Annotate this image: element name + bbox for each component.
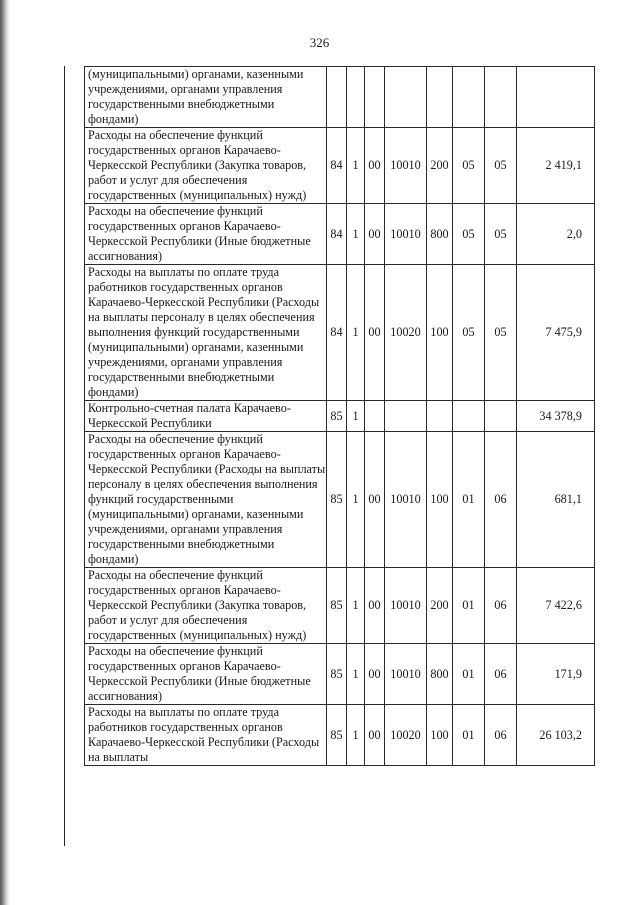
row-description: Расходы на обеспечение функций государственных органов Карачаево-Черкесской Республики (Иные бюджетные ассигнования) — [85, 644, 327, 705]
row-code-2: 00 — [365, 204, 385, 265]
row-code-1: 1 — [347, 204, 365, 265]
row-code-2: 00 — [365, 705, 385, 766]
row-amount: 34 378,9 — [517, 401, 595, 432]
row-code-item — [385, 401, 427, 432]
row-description: Контрольно-счетная палата Карачаево-Черкесской Республики — [85, 401, 327, 432]
row-amount — [517, 67, 595, 128]
row-code-type: 100 — [427, 432, 453, 568]
row-code-type — [427, 67, 453, 128]
row-code-admin: 85 — [327, 705, 347, 766]
row-subsection — [485, 401, 517, 432]
row-code-type — [427, 401, 453, 432]
row-code-type: 100 — [427, 705, 453, 766]
row-section: 05 — [453, 128, 485, 204]
table-row — [85, 705, 595, 766]
row-code-2: 00 — [365, 432, 385, 568]
table-row — [85, 265, 595, 401]
row-code-type: 100 — [427, 265, 453, 401]
row-section: 05 — [453, 204, 485, 265]
row-subsection: 05 — [485, 265, 517, 401]
row-code-admin: 84 — [327, 204, 347, 265]
table-row — [85, 128, 595, 204]
budget-table — [84, 66, 595, 766]
row-code-1 — [347, 67, 365, 128]
row-code-admin — [327, 67, 347, 128]
row-code-1: 1 — [347, 401, 365, 432]
row-code-item: 10010 — [385, 432, 427, 568]
row-section — [453, 67, 485, 128]
row-code-item: 10010 — [385, 128, 427, 204]
row-section: 01 — [453, 705, 485, 766]
row-description: Расходы на обеспечение функций государственных органов Карачаево-Черкесской Республики (Расходы на выплаты персоналу в целях обеспечения выполнения функций государственными (муниципальными) органами, казенными учреждениями, органами управления государственными внебюджетными фондами) — [85, 432, 327, 568]
row-code-2 — [365, 67, 385, 128]
row-code-type: 200 — [427, 568, 453, 644]
row-code-admin: 85 — [327, 568, 347, 644]
table-body — [85, 67, 595, 766]
row-description: (муниципальными) органами, казенными учреждениями, органами управления государственными внебюджетными фондами) — [85, 67, 327, 128]
table-row — [85, 204, 595, 265]
row-subsection: 05 — [485, 128, 517, 204]
row-code-2: 00 — [365, 128, 385, 204]
row-description: Расходы на выплаты по оплате труда работников государственных органов Карачаево-Черкесской Республики (Расходы на выплаты персоналу в целях обеспечения выполнения функций государственными (муниципальными) органами, казенными учреждениями, органами управления государственными внебюджетными фондами) — [85, 265, 327, 401]
row-code-2: 00 — [365, 265, 385, 401]
row-section: 05 — [453, 265, 485, 401]
row-code-admin: 85 — [327, 644, 347, 705]
row-subsection: 06 — [485, 568, 517, 644]
row-subsection: 06 — [485, 644, 517, 705]
row-code-2: 00 — [365, 644, 385, 705]
row-code-item: 10010 — [385, 644, 427, 705]
table-row — [85, 644, 595, 705]
row-subsection — [485, 67, 517, 128]
row-code-admin: 85 — [327, 432, 347, 568]
row-code-item — [385, 67, 427, 128]
row-section: 01 — [453, 644, 485, 705]
row-subsection: 06 — [485, 705, 517, 766]
table-row — [85, 568, 595, 644]
table-row — [85, 432, 595, 568]
row-code-1: 1 — [347, 705, 365, 766]
row-code-type: 800 — [427, 204, 453, 265]
page-number: 326 — [309, 35, 330, 50]
row-subsection: 06 — [485, 432, 517, 568]
row-amount: 7 475,9 — [517, 265, 595, 401]
table-row — [85, 67, 595, 128]
row-code-2: 00 — [365, 568, 385, 644]
row-code-1: 1 — [347, 128, 365, 204]
row-code-1: 1 — [347, 644, 365, 705]
row-code-admin: 84 — [327, 265, 347, 401]
row-amount: 681,1 — [517, 432, 595, 568]
row-code-1: 1 — [347, 432, 365, 568]
row-amount: 2 419,1 — [517, 128, 595, 204]
row-description: Расходы на выплаты по оплате труда работников государственных органов Карачаево-Черкесской Республики (Расходы на выплаты — [85, 705, 327, 766]
row-amount: 171,9 — [517, 644, 595, 705]
row-section: 01 — [453, 432, 485, 568]
row-description: Расходы на обеспечение функций государственных органов Карачаево-Черкесской Республики (Закупка товаров, работ и услуг для обеспечения государственных (муниципальных) нужд) — [85, 128, 327, 204]
scan-edge — [0, 0, 9, 905]
row-code-admin: 84 — [327, 128, 347, 204]
row-code-1: 1 — [347, 265, 365, 401]
row-description: Расходы на обеспечение функций государственных органов Карачаево-Черкесской Республики (Иные бюджетные ассигнования) — [85, 204, 327, 265]
row-code-admin: 85 — [327, 401, 347, 432]
row-code-item: 10020 — [385, 265, 427, 401]
table-row — [85, 401, 595, 432]
row-amount: 7 422,6 — [517, 568, 595, 644]
row-code-item: 10010 — [385, 568, 427, 644]
row-section — [453, 401, 485, 432]
row-description: Расходы на обеспечение функций государственных органов Карачаево-Черкесской Республики (Закупка товаров, работ и услуг для обеспечения государственных (муниципальных) нужд) — [85, 568, 327, 644]
row-code-1: 1 — [347, 568, 365, 644]
row-section: 01 — [453, 568, 485, 644]
row-amount: 2,0 — [517, 204, 595, 265]
row-code-item: 10010 — [385, 204, 427, 265]
row-code-type: 800 — [427, 644, 453, 705]
row-amount: 26 103,2 — [517, 705, 595, 766]
row-code-2 — [365, 401, 385, 432]
margin-rule — [64, 66, 65, 846]
row-subsection: 05 — [485, 204, 517, 265]
row-code-item: 10020 — [385, 705, 427, 766]
row-code-type: 200 — [427, 128, 453, 204]
